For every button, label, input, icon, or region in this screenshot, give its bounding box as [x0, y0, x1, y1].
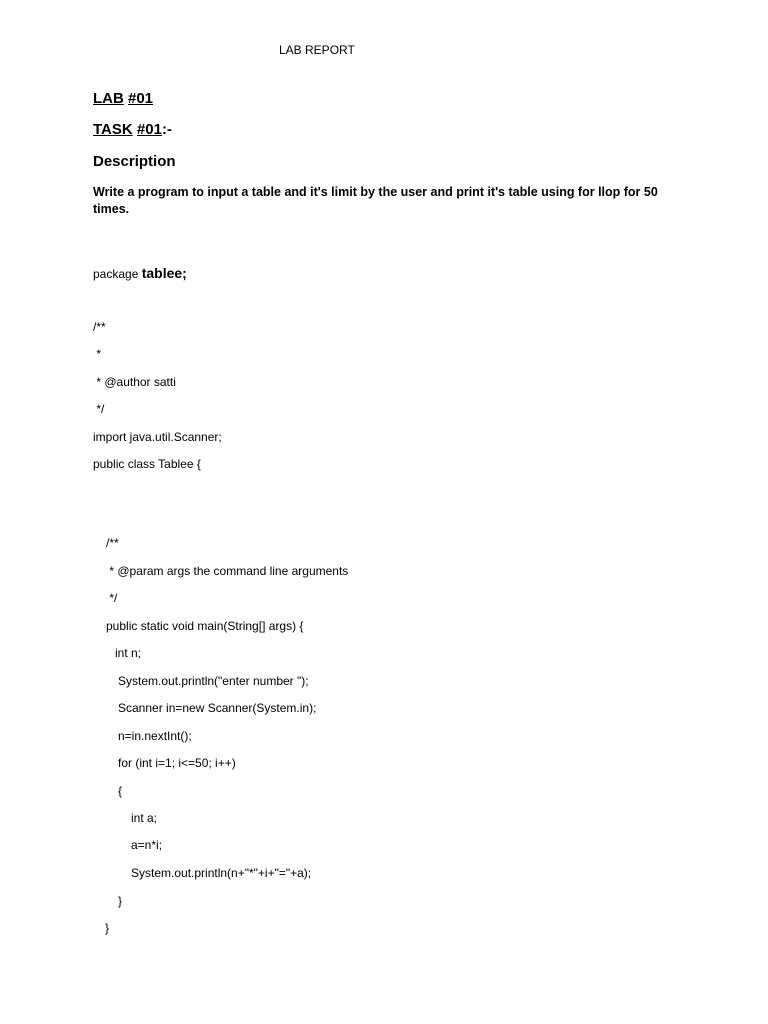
code-line: public static void main(String[] args) {: [106, 619, 304, 633]
task-number: #01: [136, 121, 162, 138]
code-line: * @author satti: [93, 375, 176, 389]
package-line: [93, 265, 187, 281]
code-line: public class Tablee {: [93, 457, 201, 471]
code-line: */: [93, 402, 105, 416]
lab-number: #01: [128, 90, 154, 107]
code-line: import java.util.Scanner;: [93, 430, 222, 444]
task-label: TASK: [93, 121, 133, 138]
lab-heading: [93, 90, 153, 107]
code-line: {: [118, 784, 123, 798]
code-line: a=n*i;: [131, 838, 163, 852]
code-line: System.out.println("enter number ");: [118, 674, 309, 688]
code-line: Scanner in=new Scanner(System.in);: [118, 701, 317, 715]
package-name: tablee: [141, 265, 183, 281]
code-line: n=in.nextInt();: [118, 729, 192, 743]
code-line: int n;: [115, 646, 142, 660]
code-line: int a;: [131, 811, 158, 825]
code-line: */: [106, 591, 118, 605]
task-heading: [93, 121, 172, 138]
code-line: for (int i=1; i<=50; i++): [118, 756, 236, 770]
code-line: * @param args the command line arguments: [106, 564, 349, 578]
code-line: /**: [93, 320, 106, 334]
report-title: LAB REPORT: [279, 43, 355, 57]
code-line: }: [105, 921, 110, 935]
task-suffix: :-: [161, 121, 172, 138]
package-end: ;: [182, 265, 187, 281]
description-text: Write a program to input a table and it's limit by the user and print it's table using for llop for 50 times.: [93, 185, 658, 216]
code-line: System.out.println(n+"*"+i+"="+a);: [131, 866, 312, 880]
code-line: /**: [106, 536, 119, 550]
code-line: }: [118, 894, 123, 908]
code-line: *: [93, 347, 102, 361]
description-heading: Description: [93, 153, 176, 170]
lab-label: LAB: [93, 90, 124, 107]
package-keyword: package: [93, 267, 142, 281]
